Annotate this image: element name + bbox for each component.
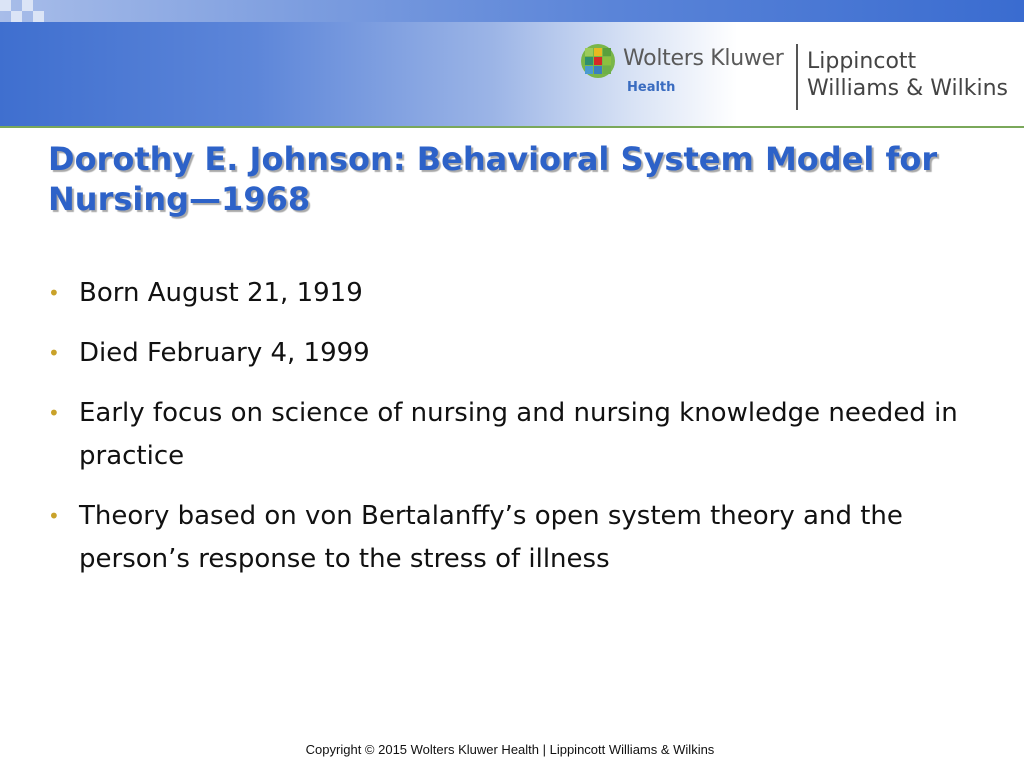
decor-square: [33, 11, 44, 22]
wolters-kluwer-mark-icon: [580, 43, 616, 79]
logo-company-name: Wolters Kluwer: [623, 46, 784, 71]
decor-square: [11, 11, 22, 22]
copyright-footer: Copyright © 2015 Wolters Kluwer Health | Lippincott Williams & Wilkins: [305, 742, 715, 757]
bullet-item: [46, 272, 966, 315]
header-divider-rule: [0, 126, 1024, 128]
logo-imprint: [807, 48, 1008, 102]
logo-imprint-line1: Lippincott: [807, 49, 917, 74]
bullet-item: [46, 332, 966, 375]
slide-title: Dorothy E. Johnson: Behavioral System Model for Nursing—1968: [48, 140, 938, 218]
bullet-item: [46, 392, 966, 478]
bullet-icon: •: [48, 341, 60, 365]
decor-square: [0, 0, 11, 11]
bullet-icon: •: [48, 281, 60, 305]
decor-square: [22, 0, 33, 11]
header-top-bar: [0, 0, 1024, 22]
bullet-text: Theory based on von Bertalanffy’s open system theory and the person’s response to the stress of illness: [79, 501, 903, 574]
logo-division-name: Health: [627, 80, 676, 95]
bullet-text: Born August 21, 1919: [79, 278, 363, 308]
bullet-icon: •: [48, 504, 60, 528]
publisher-logo: [580, 40, 1020, 112]
logo-divider: [796, 44, 798, 110]
bullet-list: [46, 272, 966, 598]
bullet-text: Early focus on science of nursing and nursing knowledge needed in practice: [79, 398, 958, 471]
bullet-text: Died February 4, 1999: [79, 338, 370, 368]
logo-imprint-line2: Williams & Wilkins: [807, 76, 1008, 101]
bullet-icon: •: [48, 401, 60, 425]
bullet-item: [46, 495, 966, 581]
